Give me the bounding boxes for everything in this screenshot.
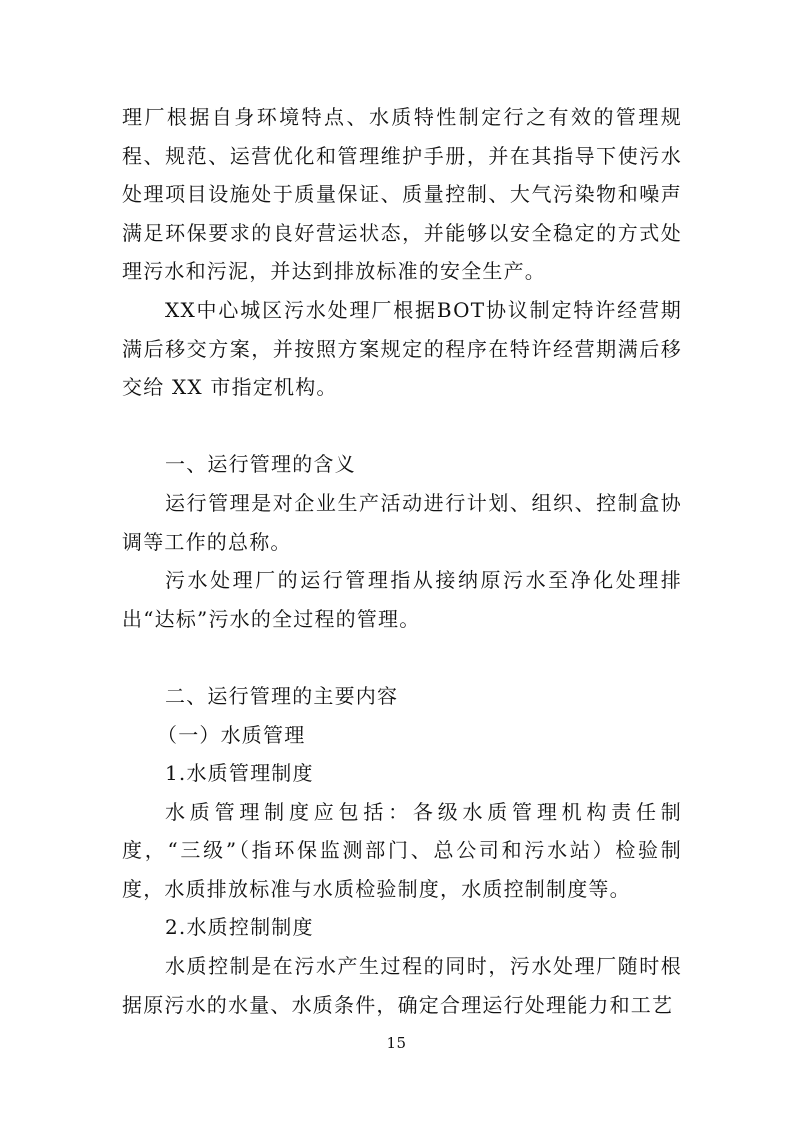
item-heading-quality-control: 2.水质控制制度 [165,915,314,940]
blank-line [122,638,682,677]
paragraph-plant-management: 污水处理厂的运行管理指从接纳原污水至净化处理排出“达标”污水的全过程的管理。 [122,568,682,631]
paragraph-definition: 运行管理是对企业生产活动进行计划、组织、控制盒协调等工作的总称。 [122,490,682,554]
page-number: 15 [386,1034,407,1052]
section-heading-meaning: 一、运行管理的含义 [165,452,356,477]
section-heading-main-content: 二、运行管理的主要内容 [165,683,399,708]
paragraph-quality-system: 水质管理制度应包括：各级水质管理机构责任制度，“三级”（指环保监测部门、总公司和污水站）检验制度，水质排放标准与水质检验制度，水质控制制度等。 [122,799,682,901]
paragraph-handover: XX中心城区污水处理厂根据BOT协议制定特许经营期满后移交方案，并按照方案规定的程序在特许经营期满后移交给 XX 市指定机构。 [122,297,682,400]
subsection-heading-water-quality: （一）水质管理 [157,722,306,747]
blank-line [122,407,682,446]
document-body [122,98,682,1024]
paragraph-continuation: 理厂根据自身环境特点、水质特性制定行之有效的管理规程、规范、运营优化和管理维护手册，并在其指导下使污水处理项目设施处于质量保证、质量控制、大气污染物和噪声满足环保要求的良好营运状态，并能够以安全稳定的方式处理污水和污泥，并达到排放标准的安全生产。 [122,105,682,284]
item-heading-quality-system: 1.水质管理制度 [165,761,314,786]
paragraph-quality-control: 水质控制是在污水产生过程的同时，污水处理厂随时根据原污水的水量、水质条件，确定合理运行处理能力和工艺 [122,954,682,1017]
